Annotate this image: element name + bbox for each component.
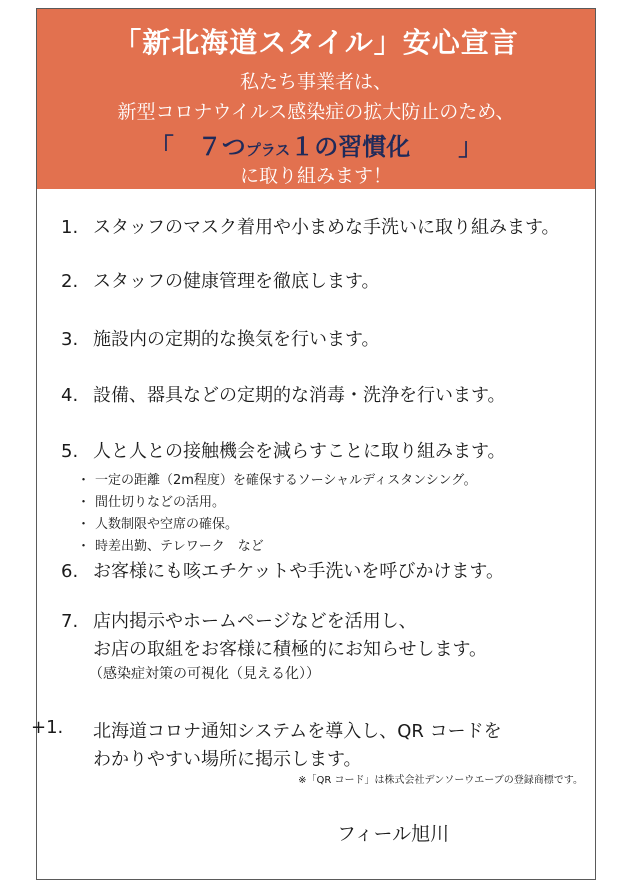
item-text: 店内掲示やホームページなどを活用し、 bbox=[93, 611, 417, 632]
habit-open: 「 ７つ bbox=[149, 133, 246, 161]
sub-item-text: 一定の距離（2m程度）を確保するソーシャルディスタンシング。 bbox=[95, 473, 477, 488]
item-text: お客様にも咳エチケットや手洗いを呼びかけます。 bbox=[93, 561, 504, 582]
plus-item-text: 北海道コロナ通知システムを導入し、QR コードを bbox=[93, 721, 502, 742]
bullet: ・ bbox=[77, 473, 91, 488]
header-banner bbox=[37, 9, 595, 189]
list-item bbox=[61, 607, 417, 633]
list-item bbox=[61, 437, 506, 463]
list-item bbox=[61, 267, 380, 293]
item-text: 施設内の定期的な換気を行います。 bbox=[93, 329, 380, 350]
item-text-continued: お店の取組をお客様に積極的にお知らせします。 bbox=[93, 639, 488, 660]
signature: フィール旭川 bbox=[337, 823, 450, 845]
item-number: 3. bbox=[61, 329, 79, 350]
item-number: 5. bbox=[61, 441, 79, 462]
habit-plus: プラス bbox=[245, 141, 291, 159]
item-number: 4. bbox=[61, 385, 79, 406]
sub-item-text: 人数制限や空席の確保。 bbox=[95, 517, 239, 532]
item-number: 1. bbox=[61, 217, 79, 238]
trademark-note: ※「QR コード」は株式会社デンソーウエーブの登録商標です。 bbox=[298, 775, 583, 786]
sub-item bbox=[77, 513, 238, 532]
sub-item-text: 間仕切りなどの活用。 bbox=[95, 495, 226, 510]
habit-rest: １の習慣化 」 bbox=[290, 133, 483, 161]
list-item bbox=[61, 381, 506, 407]
banner-title: 「新北海道スタイル」安心宣言 bbox=[113, 26, 519, 59]
item-text: スタッフの健康管理を徹底します。 bbox=[93, 271, 380, 292]
item-text: スタッフのマスク着用や小まめな手洗いに取り組みます。 bbox=[93, 217, 560, 238]
item-text: 設備、器具などの定期的な消毒・洗浄を行います。 bbox=[93, 385, 506, 406]
plus-item-number: +1. bbox=[31, 717, 64, 738]
sub-item bbox=[77, 535, 264, 554]
list-item bbox=[61, 325, 380, 351]
item-number: 7. bbox=[61, 611, 79, 632]
bullet: ・ bbox=[77, 495, 91, 510]
item-text: 人と人との接触機会を減らすことに取り組みます。 bbox=[93, 441, 506, 462]
item-number: 2. bbox=[61, 271, 79, 292]
habit-headline bbox=[37, 127, 595, 162]
item-note: （感染症対策の可視化（見える化）） bbox=[89, 666, 320, 682]
bullet: ・ bbox=[77, 539, 91, 554]
sub-item bbox=[77, 469, 477, 488]
banner-line-3: に取り組みます！ bbox=[239, 165, 392, 187]
list-item bbox=[61, 213, 560, 239]
plus-item-text-continued: わかりやすい場所に掲示します。 bbox=[93, 749, 362, 770]
plus-item bbox=[31, 717, 502, 743]
sub-item-text: 時差出勤、テレワーク など bbox=[95, 539, 264, 554]
banner-line-2: 新型コロナウイルス感染症の拡大防止のため、 bbox=[117, 101, 515, 123]
banner-line-1: 私たち事業者は、 bbox=[239, 71, 392, 93]
sub-item bbox=[77, 491, 225, 510]
notice-sheet bbox=[31, 8, 596, 880]
bullet: ・ bbox=[77, 517, 91, 532]
item-number: 6. bbox=[61, 561, 79, 582]
list-item bbox=[61, 557, 504, 583]
